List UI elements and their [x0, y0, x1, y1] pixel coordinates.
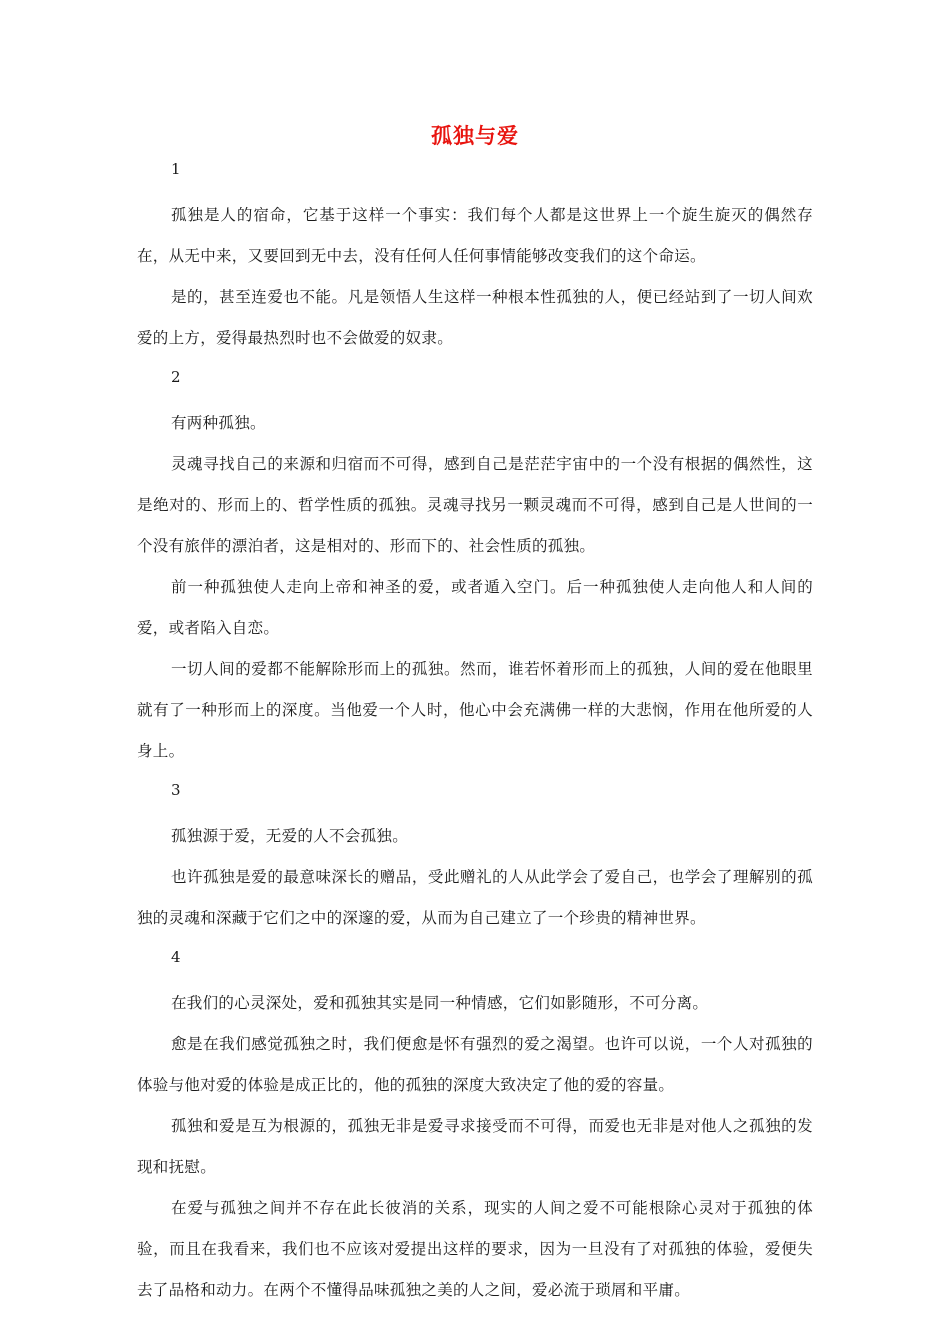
paragraph: 一切人间的爱都不能解除形而上的孤独。然而，谁若怀着形而上的孤独，人间的爱在他眼里就有了一种形而上的深度。当他爱一个人时，他心中会充满佛一样的大悲悯，作用在他所爱的人身上。: [137, 660, 813, 760]
paragraph: 孤独源于爱，无爱的人不会孤独。: [171, 827, 409, 845]
section-1: [137, 157, 813, 359]
paragraph: 灵魂寻找自己的来源和归宿而不可得，感到自己是茫茫宇宙中的一个没有根据的偶然性，这是绝对的、形而上的、哲学性质的孤独。灵魂寻找另一颗灵魂而不可得，感到自己是人世间的一个没有旅伴的漂泊者，这是相对的、形而下的、社会性质的孤独。: [137, 455, 813, 555]
document-page: [137, 118, 813, 1311]
section-number: 1: [171, 160, 181, 178]
paragraph: 孤独和爱是互为根源的，孤独无非是爱寻求接受而不可得，而爱也无非是对他人之孤独的发现和抚慰。: [137, 1117, 813, 1176]
paragraph: 有两种孤独。: [171, 414, 266, 432]
paragraph: 也许孤独是爱的最意味深长的赠品，受此赠礼的人从此学会了爱自己，也学会了理解别的孤独的灵魂和深藏于它们之中的深邃的爱，从而为自己建立了一个珍贵的精神世界。: [137, 868, 813, 927]
section-3: [137, 778, 813, 939]
paragraph: 孤独是人的宿命，它基于这样一个事实：我们每个人都是这世界上一个旋生旋灭的偶然存在，从无中来，又要回到无中去，没有任何人任何事情能够改变我们的这个命运。: [137, 206, 813, 265]
section-number: 3: [171, 781, 181, 799]
section-number: 2: [171, 368, 181, 386]
paragraph: 在我们的心灵深处，爱和孤独其实是同一种情感，它们如影随形，不可分离。: [171, 994, 709, 1012]
paragraph: 愈是在我们感觉孤独之时，我们便愈是怀有强烈的爱之渴望。也许可以说，一个人对孤独的体验与他对爱的体验是成正比的，他的孤独的深度大致决定了他的爱的容量。: [137, 1035, 813, 1094]
paragraph: 是的，甚至连爱也不能。凡是领悟人生这样一种根本性孤独的人，便已经站到了一切人间欢爱的上方，爱得最热烈时也不会做爱的奴隶。: [137, 288, 813, 347]
document-title: 孤独与爱: [431, 123, 519, 148]
section-4: [137, 945, 813, 1311]
section-number: 4: [171, 948, 181, 966]
section-2: [137, 365, 813, 772]
paragraph: 前一种孤独使人走向上帝和神圣的爱，或者遁入空门。后一种孤独使人走向他人和人间的爱，或者陷入自恋。: [137, 578, 813, 637]
paragraph: 在爱与孤独之间并不存在此长彼消的关系，现实的人间之爱不可能根除心灵对于孤独的体验，而且在我看来，我们也不应该对爱提出这样的要求，因为一旦没有了对孤独的体验，爱便失去了品格和动力。在两个不懂得品味孤独之美的人之间，爱必流于琐屑和平庸。: [137, 1199, 813, 1299]
